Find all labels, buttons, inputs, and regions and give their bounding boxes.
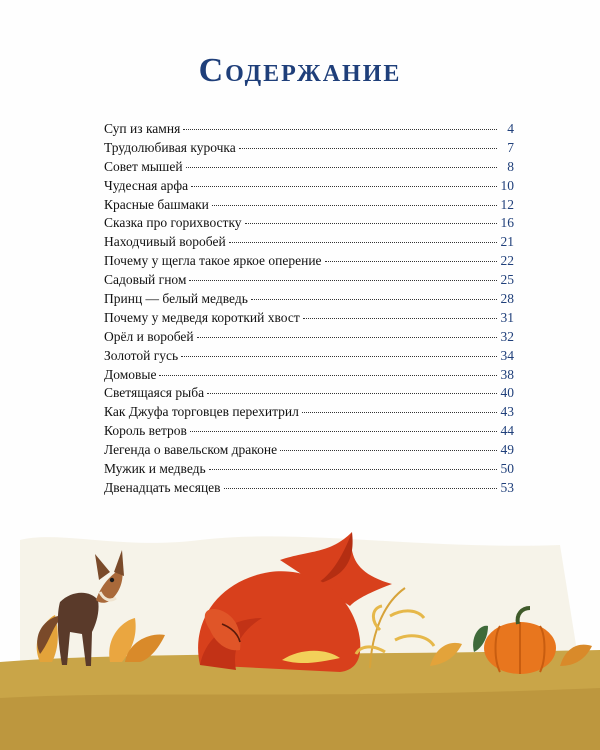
toc-entry-page: 16 [500,215,514,231]
toc-entry-title: Легенда о вавельском драконе [104,442,278,458]
toc-leader-dots [245,223,497,224]
toc-leader-dots [325,261,497,262]
toc-leader-dots [181,356,497,357]
toc-entry-page: 43 [500,404,514,420]
toc-entry[interactable] [104,272,514,291]
toc-entry-page: 40 [500,385,514,401]
toc-entry[interactable] [104,442,514,461]
toc-entry-page: 31 [500,309,514,325]
toc-leader-dots [229,242,497,243]
toc-leader-dots [303,318,497,319]
toc-entry-page: 53 [500,479,514,495]
toc-entry-page: 12 [500,196,514,212]
toc-entry[interactable] [104,480,514,499]
toc-entry-page: 7 [507,139,514,155]
toc-leader-dots [159,375,497,376]
toc-entry[interactable] [104,385,514,404]
page-title: Содержание [198,52,402,89]
toc-leader-dots [190,431,497,432]
toc-entry-title: Суп из камня [104,121,181,136]
toc-entry[interactable] [104,310,514,329]
toc-entry[interactable] [104,121,514,140]
toc-entry-title: Почему у щегла такое яркое оперение [104,253,322,269]
toc-leader-dots [224,488,497,489]
toc-entry-page: 44 [500,423,514,439]
toc-entry-title: Как Джуфа торговцев перехитрил [104,404,299,420]
toc-entry-title: Находчивый воробей [104,234,226,250]
toc-leader-dots [239,148,497,149]
toc-entry-title: Домовые [104,366,157,382]
toc-leader-dots [186,167,497,168]
toc-entry-title: Принц — белый медведь [104,291,248,307]
toc-entry[interactable] [104,234,514,253]
toc-leader-dots [251,299,497,300]
toc-entry-page: 22 [500,253,514,269]
toc-entry-title: Двенадцать месяцев [104,479,221,495]
toc-entry[interactable] [104,423,514,442]
toc-entry-page: 50 [500,461,514,477]
toc-entry-page: 34 [500,347,514,363]
toc-entry-title: Садовый гном [104,272,187,288]
toc-entry[interactable] [104,461,514,480]
toc-entry-title: Золотой гусь [104,347,179,363]
table-of-contents [104,121,514,499]
toc-entry-page: 32 [500,328,514,344]
toc-entry-page: 38 [500,366,514,382]
toc-leader-dots [191,186,497,187]
dragon-fox-illustration [0,520,600,750]
toc-entry-title: Орёл и воробей [104,328,194,344]
toc-leader-dots [197,337,497,338]
toc-leader-dots [183,129,497,130]
toc-entry-title: Король ветров [104,423,187,439]
toc-entry[interactable] [104,329,514,348]
toc-entry-page: 21 [500,234,514,250]
toc-leader-dots [302,412,497,413]
toc-entry-page: 10 [500,177,514,193]
toc-leader-dots [212,205,497,206]
toc-entry[interactable] [104,140,514,159]
toc-entry-title: Трудолюбивая курочка [104,139,236,155]
ground-shadow [0,688,600,750]
toc-entry[interactable] [104,253,514,272]
toc-entry-page: 49 [500,442,514,458]
toc-entry-title: Красные башмаки [104,196,209,212]
toc-entry-page: 8 [507,158,514,174]
toc-leader-dots [189,280,497,281]
toc-entry-title: Светящаяся рыба [104,385,205,401]
toc-leader-dots [207,393,497,394]
toc-leader-dots [280,450,497,451]
toc-entry-title: Сказка про горихвостку [104,215,242,231]
toc-entry-title: Почему у медведя короткий хвост [104,309,300,325]
toc-entry[interactable] [104,178,514,197]
toc-entry[interactable] [104,291,514,310]
toc-entry-title: Совет мышей [104,158,183,174]
toc-entry[interactable] [104,367,514,386]
toc-entry-page: 4 [507,121,514,136]
toc-entry-title: Мужик и медведь [104,461,206,477]
toc-entry-page: 25 [500,272,514,288]
toc-entry[interactable] [104,348,514,367]
toc-entry[interactable] [104,215,514,234]
toc-entry[interactable] [104,159,514,178]
toc-entry-page: 28 [500,291,514,307]
toc-entry-title: Чудесная арфа [104,177,189,193]
toc-entry[interactable] [104,404,514,423]
toc-leader-dots [209,469,497,470]
toc-entry[interactable] [104,197,514,216]
